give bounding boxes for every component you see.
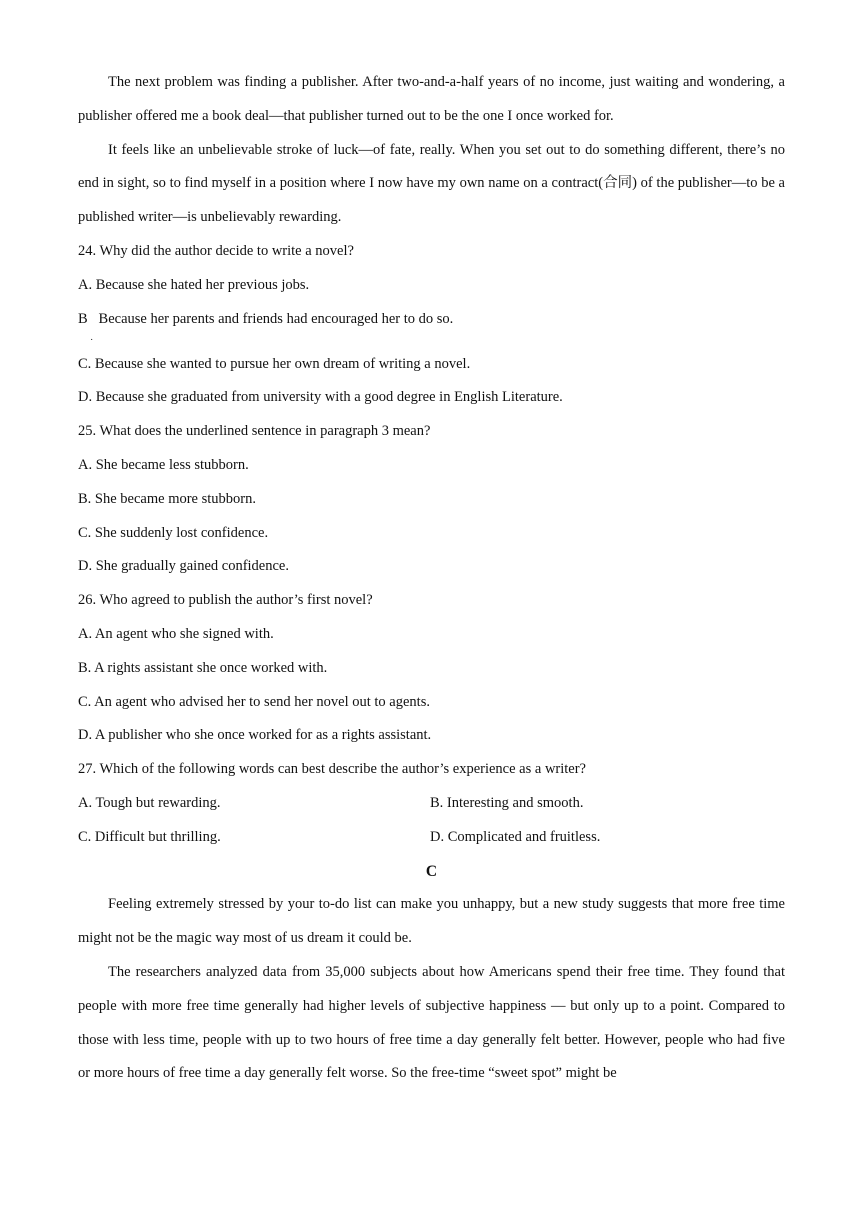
question-24-stem: 24. Why did the author decide to write a novel? — [78, 242, 354, 259]
passage-paragraph: Feeling extremely stressed by your to-do list can make you unhappy, but a new study suggests that more free time might not be the magic way most of us dream it could be. — [78, 896, 785, 947]
question-26-option-c: C. An agent who advised her to send her novel out to agents. — [78, 693, 430, 710]
question-26-option-b: B. A rights assistant she once worked with. — [78, 659, 328, 676]
question-25-option-d: D. She gradually gained confidence. — [78, 558, 289, 575]
stray-dot-mark: ˙ — [90, 337, 94, 349]
question-27-option-d: D. Complicated and fruitless. — [430, 828, 601, 845]
question-26-option-a: A. An agent who she signed with. — [78, 625, 274, 642]
question-27-options-row-2 — [78, 821, 785, 855]
question-24-option-d: D. Because she graduated from university with a good degree in English Literature. — [78, 389, 563, 406]
passage-paragraph: The next problem was finding a publisher. After two-and-a-half years of no income, just waiting and wondering, a publisher offered me a book deal—that publisher turned out to be the one I once worked for. — [78, 74, 785, 124]
section-heading: C — [425, 862, 438, 880]
passage-paragraph: The researchers analyzed data from 35,000 subjects about how Americans spend their free time. They found that people with more free time generally had higher levels of subjective happiness — but only up to a point. Compared to those with less time, people with up to two hours of free time a day generally felt better. However, people who had five or more hours of free time a day generally felt worse. So the free-time “sweet spot” might be — [78, 963, 785, 1082]
question-26-option-d: D. A publisher who she once worked for as a rights assistant. — [78, 727, 432, 744]
document-page — [78, 66, 785, 1091]
question-27-options-row-1 — [78, 787, 785, 821]
question-27-option-b: B. Interesting and smooth. — [430, 794, 584, 811]
passage-paragraph: It feels like an unbelievable stroke of luck—of fate, really. When you set out to do something different, there’s no end in sight, so to find myself in a position where I now have my own name on a contract(合同) of the publisher—to be a published writer—is unbelievably rewarding. — [78, 141, 785, 226]
question-27-option-c: C. Difficult but thrilling. — [78, 828, 221, 845]
question-27-option-a: A. Tough but rewarding. — [78, 794, 221, 811]
option-b-text: Because her parents and friends had encouraged her to do so. — [98, 310, 454, 327]
question-25-option-a: A. She became less stubborn. — [78, 456, 249, 473]
question-24-option-c: C. Because she wanted to pursue her own dream of writing a novel. — [78, 355, 471, 372]
question-24-option-a: A. Because she hated her previous jobs. — [78, 276, 310, 293]
question-24-option-b — [78, 303, 785, 348]
question-26-stem: 26. Who agreed to publish the author’s first novel? — [78, 592, 373, 609]
question-25-option-b: B. She became more stubborn. — [78, 490, 256, 507]
question-25-option-c: C. She suddenly lost confidence. — [78, 524, 269, 541]
question-27-stem: 27. Which of the following words can best describe the author’s experience as a writer? — [78, 761, 586, 778]
option-b-letter: B — [78, 310, 88, 327]
question-25-stem: 25. What does the underlined sentence in paragraph 3 mean? — [78, 423, 431, 440]
